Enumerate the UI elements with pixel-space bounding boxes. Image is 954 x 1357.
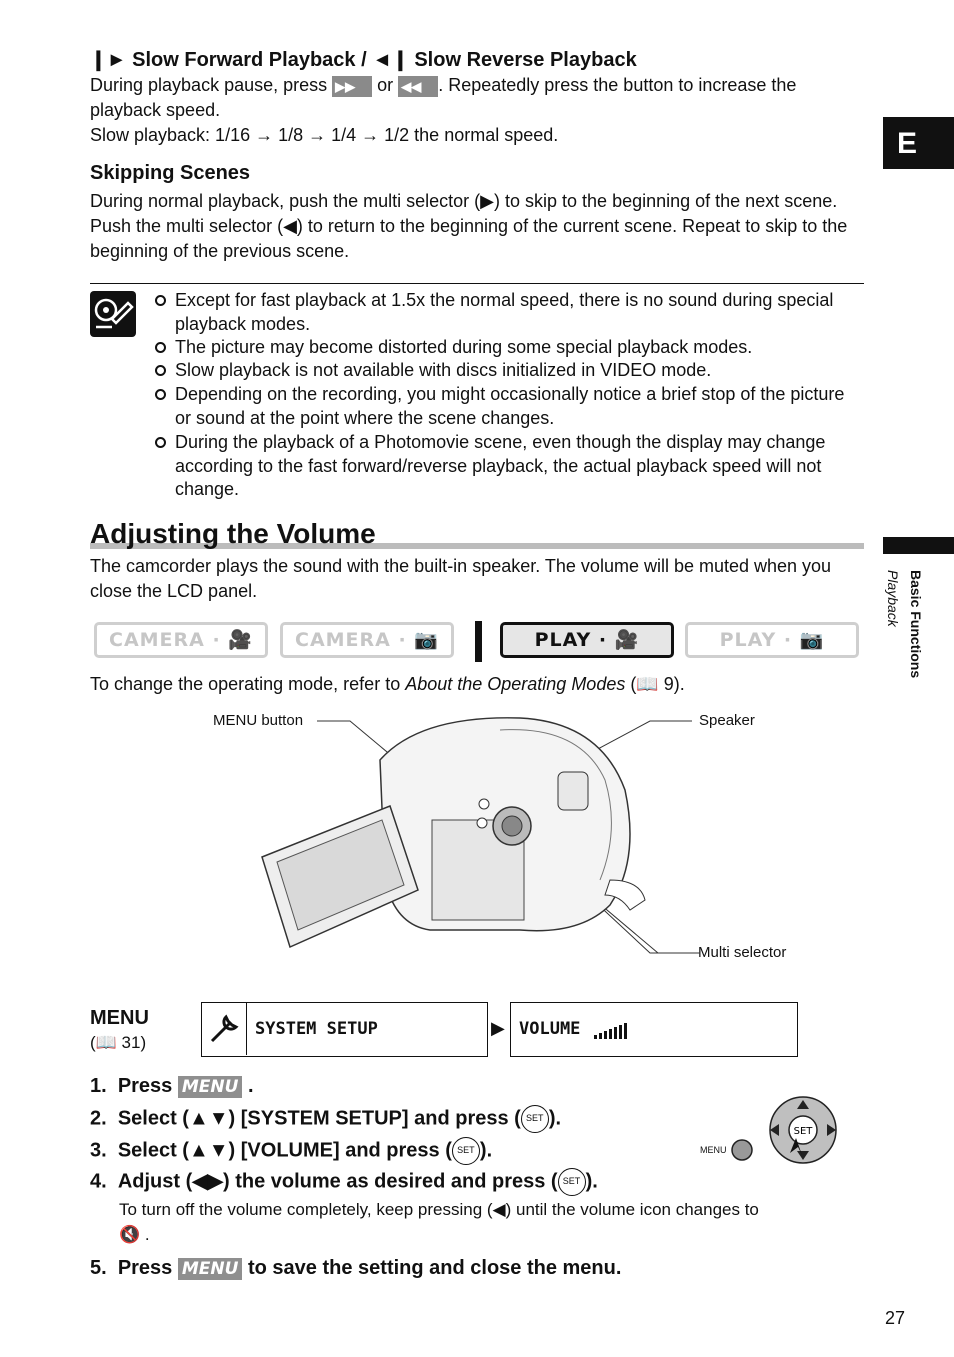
menu-system-setup: SYSTEM SETUP bbox=[201, 1002, 488, 1057]
menu-key: MENU bbox=[178, 1076, 243, 1098]
skipping-heading: Skipping Scenes bbox=[90, 162, 251, 184]
subsection-name: Playback bbox=[885, 570, 901, 627]
side-section-label bbox=[880, 570, 940, 720]
page-number: 27 bbox=[885, 1308, 906, 1328]
mode-play-photo: PLAY · 📷 bbox=[685, 622, 859, 658]
movie-camera-icon: 🎥 bbox=[614, 629, 640, 651]
volume-intro: The camcorder plays the sound with the built-in speaker. The volume will be muted when you close the LCD panel. bbox=[90, 556, 832, 601]
rewind-icon: ◀◀ bbox=[398, 76, 438, 97]
dial-menu-label: MENU bbox=[700, 1145, 727, 1155]
photo-camera-icon: 📷 bbox=[414, 629, 439, 651]
slow-forward-icon: ❙► bbox=[90, 49, 127, 71]
set-button-icon: SET bbox=[452, 1137, 480, 1165]
mode-divider bbox=[475, 621, 482, 662]
callout-multi-selector: Multi selector bbox=[698, 944, 787, 961]
volume-bars-icon bbox=[594, 1021, 630, 1039]
menu-volume: VOLUME bbox=[510, 1002, 798, 1057]
side-bar bbox=[883, 537, 954, 554]
chapter-letter: E bbox=[897, 127, 918, 160]
step-3: 3. Select (▲▼) [VOLUME] and press ( SET ). bbox=[90, 1137, 492, 1165]
movie-camera-icon: 🎥 bbox=[228, 629, 253, 651]
note-icon bbox=[90, 291, 136, 337]
multi-selector-icon bbox=[728, 1095, 840, 1170]
note-item: During the playback of a Photomovie scene, even though the display may change according to the fast forward/reverse playback, the actual playback speed will not change. bbox=[155, 431, 855, 502]
wrench-icon bbox=[202, 1003, 247, 1055]
camcorder-illustration bbox=[250, 700, 700, 970]
menu-key: MENU bbox=[178, 1258, 243, 1280]
mode-camera-photo: CAMERA · 📷 bbox=[280, 622, 454, 658]
section-title: Adjusting the Volume bbox=[90, 518, 376, 549]
step-4: 4. Adjust (◀▶) the volume as desired and press ( SET ). bbox=[90, 1168, 598, 1196]
mode-play-movie: PLAY · 🎥 bbox=[500, 622, 674, 658]
chapter-tab bbox=[883, 117, 954, 169]
note-item: Except for fast playback at 1.5x the normal speed, there is no sound during special playback modes. bbox=[155, 289, 855, 336]
callout-menu-button: MENU button bbox=[213, 712, 304, 729]
callout-speaker: Speaker bbox=[699, 712, 755, 729]
arrow-right-icon: ▶ bbox=[491, 1018, 505, 1038]
slow-playback-text: During playback pause, press ▶▶ or ◀◀ . Repeatedly press the button to increase the playback speed. Slow playback: 1/16 → 1/8 → 1/4 → 1/2 the normal speed. bbox=[90, 75, 797, 145]
step-4-note: To turn off the volume completely, keep pressing (◀) until the volume icon changes to 🔇 . bbox=[119, 1200, 759, 1244]
menu-reference: (📖 31) bbox=[90, 1033, 147, 1052]
step-5: 5. Press MENU to save the setting and close the menu. bbox=[90, 1257, 622, 1279]
set-button-icon: SET bbox=[521, 1105, 549, 1133]
notes-divider bbox=[90, 283, 864, 284]
note-item: Depending on the recording, you might occasionally notice a brief stop of the picture or sound at the point where the scene changes. bbox=[155, 383, 855, 430]
mode-reference: To change the operating mode, refer to About the Operating Modes (📖 9). bbox=[90, 674, 685, 694]
photo-camera-icon: 📷 bbox=[799, 629, 825, 651]
mode-camera-movie: CAMERA · 🎥 bbox=[94, 622, 268, 658]
fast-forward-icon: ▶▶ bbox=[332, 76, 372, 97]
note-item: Slow playback is not available with discs initialized in VIDEO mode. bbox=[155, 359, 855, 383]
svg-text:SET: SET bbox=[793, 1126, 813, 1137]
section-name: Basic Functions bbox=[908, 570, 924, 679]
slow-playback-heading: ❙► Slow Forward Playback / ◄❙ Slow Reverse Playback bbox=[90, 49, 637, 71]
note-item: The picture may become distorted during some special playback modes. bbox=[155, 336, 855, 360]
step-1: 1. Press MENU . bbox=[90, 1075, 254, 1097]
slow-reverse-icon: ◄❙ bbox=[372, 49, 409, 71]
menu-label: MENU bbox=[90, 1007, 149, 1029]
mute-icon: 🔇 bbox=[119, 1225, 141, 1244]
set-button-icon: SET bbox=[558, 1168, 586, 1196]
step-2: 2. Select (▲▼) [SYSTEM SETUP] and press ( SET ). bbox=[90, 1105, 561, 1133]
skipping-body: During normal playback, push the multi selector (▶) to skip to the beginning of the next scene. Push the multi selector (◀) to return to the beginning of the current scene. Repeat to skip to the beginning of the previous scene. bbox=[90, 191, 848, 261]
